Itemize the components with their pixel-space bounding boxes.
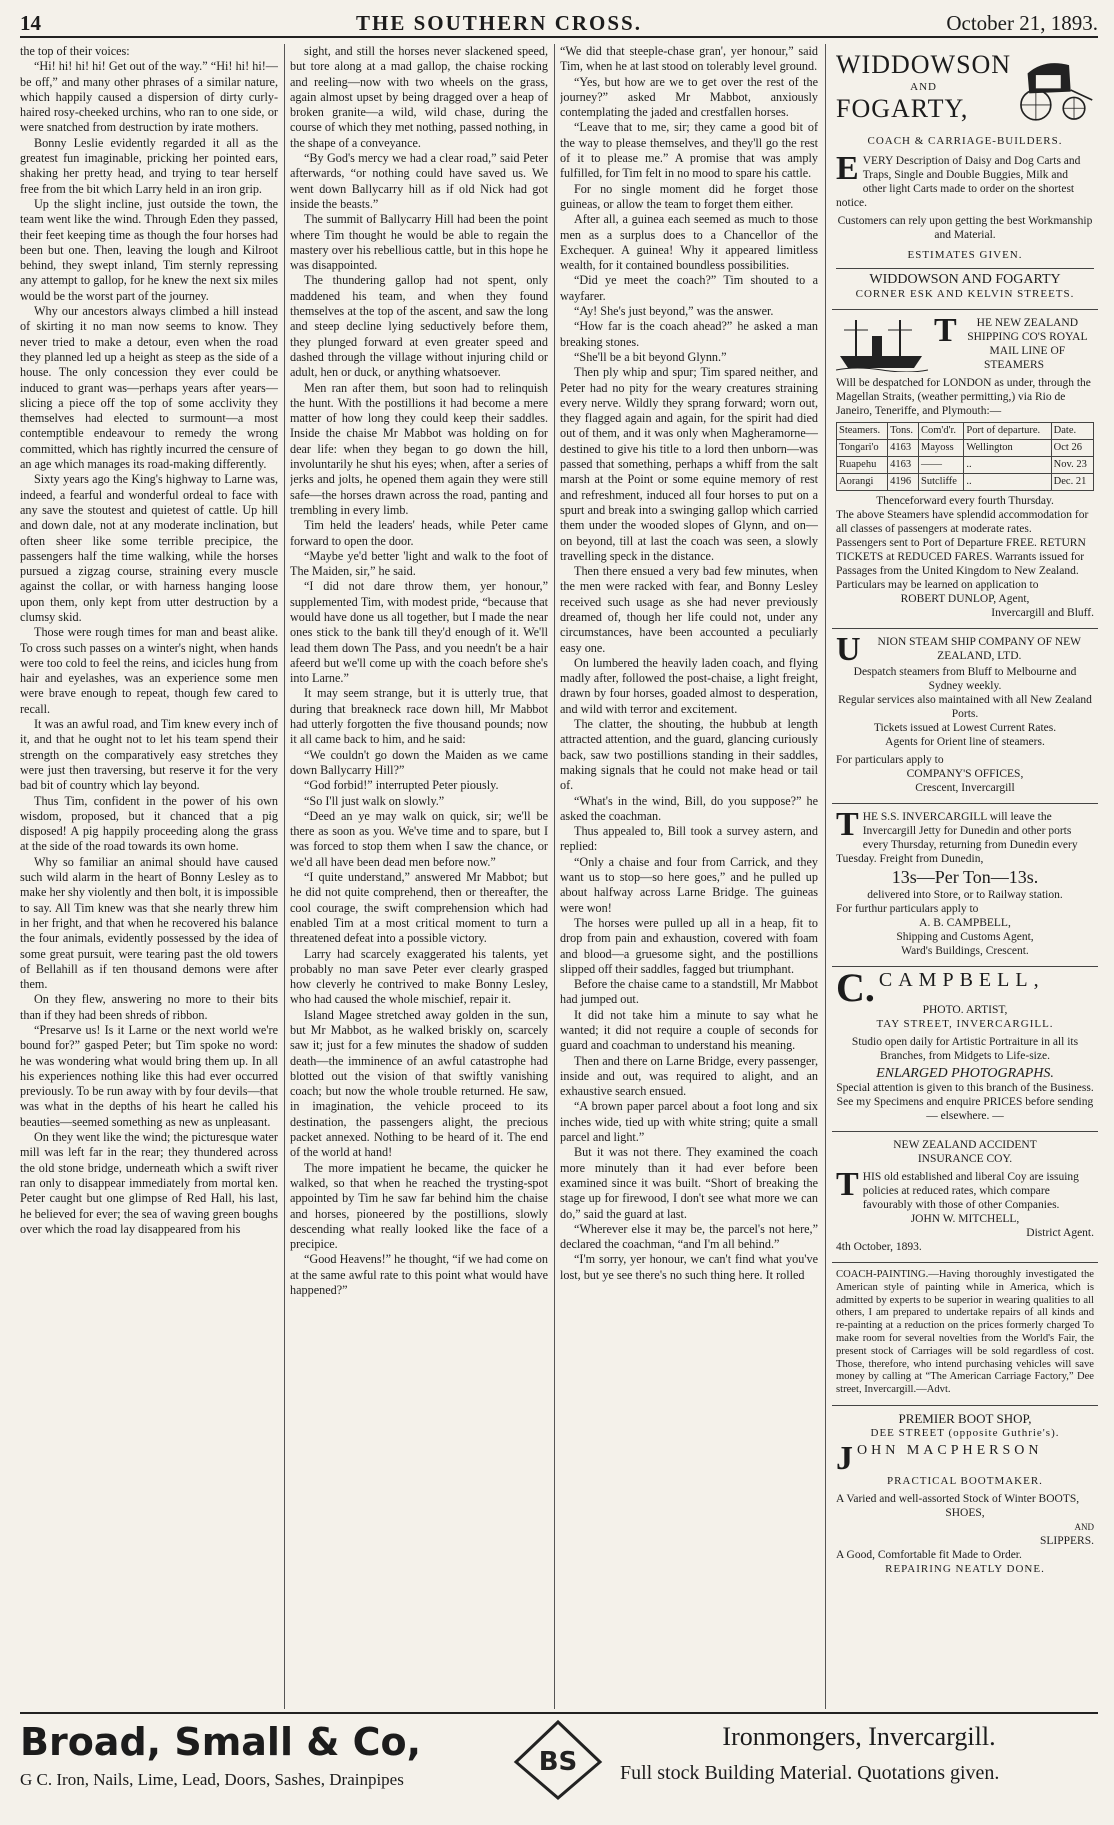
ad-text: Invercargill and Bluff.	[991, 607, 1094, 619]
column-rule	[284, 44, 285, 1709]
ad-text: Tickets issued at Lowest Current Rates.	[873, 722, 1057, 734]
table-header: Com'd'r.	[919, 423, 964, 440]
article-paragraph: “Good Heavens!” he thought, “if we had come on at the same awful rate to this point what would have happened?”	[290, 1252, 548, 1298]
article-paragraph: The horses were pulled up all in a heap, fit to drop from pain and exhaustion, covered with foam and blood—a gruesome sight, and the postillions slipped off their saddles, fagged but triumphant.	[560, 915, 818, 976]
article-paragraph: “Maybe ye'd better 'light and walk to the foot of The Maiden, sir,” he said.	[290, 548, 548, 579]
article-paragraph: Thus appealed to, Bill took a survey astern, and replied:	[560, 824, 818, 854]
ad-text: REPAIRING NEATLY DONE.	[885, 1562, 1045, 1575]
ad-text: The above Steamers have splendid accommodation for all classes of passengers at moderate rates.	[836, 509, 1089, 535]
article-paragraph: “How far is the coach ahead?” he asked a man breaking stones.	[560, 319, 818, 349]
ad-coach-painting: COACH-PAINTING.—Having thoroughly investigated the American style of painting while in America, which is admitted by experts to be superior in wearing qualities to all others, I am prepared to undertake repairs of all kinds and re-painting at a reduction on the prices formerly charged To make room for several novelties from the World's Fair, the present stock of Carriages will be sold regardless of cost. Those, therefore, who intend purchasing vehicles will save money by calling at “The American Carriage Factory,” Dee street, Invercargill.—Advt.	[832, 1263, 1098, 1406]
table-cell: ..	[964, 474, 1051, 491]
article-paragraph: “Hi! hi! hi! hi! Get out of the way.” “Hi! hi! hi!—be off,” and many other phrases of a similar nature, which happily caused a dispersion of dirty curly-haired rosy-cheeked urchins, who ran to one side, or were snatched from destruction by irate mothers.	[20, 59, 278, 135]
ad-title: OHN MACPHERSON	[857, 1442, 1043, 1458]
ad-widdowson-fogarty	[832, 44, 1098, 310]
article-paragraph: Then and there on Larne Bridge, every passenger, inside and out, was required to alight, and an exhaustive search ensued.	[560, 1053, 818, 1099]
article-paragraph: “Deed an ye may walk on quick, sir; we'll be there as soon as you. We've time and to spare, but I was forced to stop them when I saw the chance, or we'd all have been dead men before now.”	[290, 808, 548, 869]
ad-text: HE S.S. INVERCARGILL will leave the Invercargill Jetty for Dunedin and other ports every Thursday, returning from Dunedin every Tuesday. Freight from Dunedin,	[836, 811, 1078, 865]
column-3	[560, 44, 818, 1709]
sailing-table	[836, 422, 1094, 491]
ad-text: For furthur particulars apply to	[836, 903, 979, 915]
article-paragraph: Then ply whip and spur; Tim spared neither, and Peter had no pity for the weary creatures straining every nerve. Wildly they sprang forward; worn out, they flagged again and again, for the spirit had died out of them, and it was only when Magheramorne—destined to give his title to a lord then unborn—was passed that something, perhaps a whiff from the salt marsh at the Point or some equine memory of rest and refreshment, induced all four horses to put on a spurt and break into a swinging gallop which carried them under the wooded slopes of Glynn, and on—on beyond, till at last the coach was seen, a slowly travelling speck in the distance.	[560, 365, 818, 563]
drop-cap: E	[836, 150, 859, 187]
carriage-illustration-icon	[1011, 50, 1094, 130]
footer-subtitle: Full stock Building Material. Quotations given.	[620, 1762, 1000, 1784]
ad-text: Thenceforward every fourth Thursday.	[876, 495, 1054, 507]
ad-premier-boot-shop	[832, 1406, 1098, 1584]
table-cell: Nov. 23	[1051, 457, 1093, 474]
ad-title: PREMIER BOOT SHOP,	[898, 1410, 1032, 1426]
ad-text: District Agent.	[1026, 1227, 1094, 1239]
table-header: Date.	[1051, 423, 1093, 440]
column-2	[290, 44, 548, 1709]
ad-text: Regular services also maintained with all New Zealand Ports.	[838, 694, 1092, 720]
article-paragraph: “I'm sorry, yer honour, we can't find what you've lost, but ye see there's no such thing here. It rolled	[560, 1252, 818, 1282]
ad-text: PHOTO. ARTIST,	[922, 1004, 1008, 1016]
article-paragraph: “Only a chaise and four from Carrick, and they want us to stop—so here goes,” and he pulled up about halfway across Larne Bridge. The guineas were won!	[560, 854, 818, 915]
article-paragraph: “A brown paper parcel about a foot long and six inches wide, tied up with white string; quite a small parcel and light.”	[560, 1099, 818, 1145]
table-cell: Aorangi	[837, 474, 888, 491]
article-paragraph: The clatter, the shouting, the hubbub at length attracted attention, and the guard, glancing curiously back, saw two postillions standing in their saddles, making signals that he could not make head or tail of.	[560, 717, 818, 793]
freight-price: 13s—Per Ton—13s.	[891, 867, 1039, 887]
ad-address: TAY STREET, INVERCARGILL.	[876, 1018, 1054, 1030]
article-paragraph: “Wherever else it may be, the parcel's not here,” declared the coachman, “and I'm all behind.”	[560, 1221, 818, 1252]
steamship-icon	[836, 316, 928, 372]
company-logo-icon	[512, 1718, 604, 1800]
table-header: Tons.	[888, 423, 919, 440]
table-header: Port of departure.	[964, 423, 1051, 440]
column-1	[20, 44, 278, 1709]
drop-cap: T	[836, 806, 859, 843]
table-row	[837, 474, 1094, 491]
article-paragraph: The thundering gallop had not spent, only maddened his team, and when they found themselves at the top of the ascent, and saw the long and steep decline lying seductively before them, they plunged forward at even greater speed and dashed through the village without injuring child or adult, hen or duck, or anything whatsoever.	[290, 273, 548, 380]
column-rule	[554, 44, 555, 1709]
table-cell: Dec. 21	[1051, 474, 1093, 491]
ad-text: AND	[1074, 1521, 1094, 1532]
article-paragraph: It was an awful road, and Tim knew every inch of it, and that he ought not to let his team spend their strength on the comparatively easy stretches they were just then traversing, but reserve it for the very bad bit of country which lay beyond.	[20, 717, 278, 793]
ad-title: HE NEW ZEALAND SHIPPING CO'S ROYAL MAIL LINE OF STEAMERS	[967, 317, 1088, 371]
drop-cap: T	[934, 312, 957, 349]
drop-cap: T	[836, 1166, 859, 1203]
article-paragraph: “So I'll just walk on slowly.”	[304, 793, 445, 808]
ad-text: delivered into Store, or to Railway station.	[867, 889, 1063, 901]
article-paragraph: Why so familiar an animal should have caused such wild alarm in the heart of Bonny Lesley as to make her shy violently and then bolt, it is impossible to say. All Tim knew was that she nearly threw him in her fright, and that when he recovered his balance the four animals, evidently possessed by the idea of some great pursuit, were tearing past the old towers of Bellahill as if ten thousand demons were after them.	[20, 854, 278, 992]
article-paragraph: Island Magee stretched away golden in the sun, but Mr Mabbot, as he walked briskly on, scarcely saw it; just for a few minutes the shadow of sudden death—the imminence of an awful catastrophe had blotted out the vision of that swiftly vanishing coach; but now the whole trouble returned. He saw, in imagination, the vehicle proceed to its destination, the passengers alight, the precious packet annexed. Nothing to be heard of it. The end of the world at hand!	[290, 1007, 548, 1160]
ad-accident-insurance	[832, 1132, 1098, 1263]
ad-text: VERY Description of Daisy and Dog Carts and Traps, Single and Double Buggies, Milk and other light Carts made to order on the shortest notice.	[836, 155, 1081, 209]
article-paragraph: “By God's mercy we had a clear road,” said Peter afterwards, “or nothing could have saved us. We went down Ballycarry hill as if old Nick had got inside the beasts.”	[290, 151, 548, 211]
table-cell: Mayoss	[919, 440, 964, 457]
article-paragraph: “Ay! She's just beyond,” was the answer.	[574, 304, 774, 319]
article-paragraph: Sixty years ago the King's highway to Larne was, indeed, a fearful and wonderful ordeal to face with any save the stoutest and quietest of cattle. Up hill and down dale, not at any moderate inclination, but often sheer like some terrible precipice, the passengers half the time walking, while the horses pursued a zigzag course, straining every muscle against the collar, or with harness hanging loose upon them, only kept from utter destruction by a clumsy skid.	[20, 472, 278, 624]
article-paragraph: the top of their voices:	[20, 44, 130, 58]
advertisement-column	[832, 44, 1098, 1709]
ad-text: Customers can rely upon getting the best Workmanship and Material.	[837, 215, 1093, 241]
footer-title: Ironmongers, Invercargill.	[722, 1722, 996, 1751]
article-paragraph: “I quite understand,” answered Mr Mabbot; but he did not quite comprehend, then or thereafter, the cool courage, the swift comprehension which had enabled Tim at a most critical moment to turn a threatened defeat into a possible victory.	[290, 870, 548, 946]
ad-agent: A. B. CAMPBELL,	[919, 917, 1011, 929]
table-cell: Tongari'o	[837, 440, 888, 457]
article-paragraph: But it was not there. They examined the coach more minutely than it had ever before been examined since it was built. “Short of breaking the stage up for firewood, I don't see what more we can do,” said the guard at last.	[560, 1145, 818, 1221]
drop-cap: U	[836, 631, 861, 668]
issue-date: October 21, 1893.	[946, 11, 1098, 35]
article-paragraph: On lumbered the heavily laden coach, and flying madly after, followed the post-chaise, a light freight, drawn by four horses, goaded almost to desperation, and wild with terror and excitement.	[560, 655, 818, 716]
ad-title: INSURANCE COY.	[917, 1153, 1013, 1165]
ad-title: NEW ZEALAND ACCIDENT	[893, 1139, 1037, 1151]
article-paragraph: On they flew, answering no more to their bits than if they had been shreds of ribbon.	[20, 992, 278, 1022]
ad-trade: COACH & CARRIAGE-BUILDERS.	[867, 135, 1063, 147]
ad-text: SLIPPERS.	[1039, 1534, 1094, 1547]
table-row	[837, 457, 1094, 474]
ad-text: Shipping and Customs Agent,	[896, 931, 1034, 943]
ad-text: Special attention is given to this branch of the Business. See my Specimens and enquire PRICES before sending — elsewhere. —	[836, 1082, 1094, 1122]
article-paragraph: “Yes, but how are we to get over the rest of the journey?” asked Mr Mabbot, anxiously contemplating the jaded and crestfallen horses.	[560, 74, 818, 120]
page-number: 14	[20, 11, 41, 35]
article-paragraph: The more impatient he became, the quicker he walked, so that when he reached the trysting-spot appointed by Tim he saw far behind him the chaise and horses, pioneered by the postillions, slowly descending what really looked like the face of a precipice.	[290, 1160, 548, 1252]
article-paragraph: “Presarve us! Is it Larne or the next world we're bound for?” gasped Peter; but Tim spoke no word: he was wondering what would bring them up. In all his experiences nothing like this had ever occurred previously. To be run away with by four devils—that was what in the depths of his heart he called his beauties—seemed something as new as unpleasant.	[20, 1023, 278, 1129]
newspaper-title: THE SOUTHERN CROSS.	[356, 11, 642, 35]
article-paragraph: Up the slight incline, just outside the town, the team went like the wind. Through Eden they passed, their feet keeping time as though the four horses had been but one. Then, leaving the lough and Kilroot behind, they swept inland, Tim sternly repressing any attempt to gallop, for he knew the next six miles would be the worst part of the journey.	[20, 196, 278, 303]
article-paragraph: Bonny Leslie evidently regarded it all as the greatest fun imaginable, pricking her pointed ears, shaking her pretty head, and trying to tear herself free from the bit which Larry held in an iron grip.	[20, 135, 278, 196]
article-paragraph: “We did that steeple-chase gran', yer honour,” said Tim, when he at last stood on tolerably level ground.	[560, 44, 818, 74]
table-header: Steamers.	[837, 423, 888, 440]
article-paragraph: Tim held the leaders' heads, while Peter came forward to open the door.	[290, 518, 548, 548]
article-paragraph: The summit of Ballycarry Hill had been the point where Tim thought he would be able to regain the mastery over his rebellious cattle, but in this hope he was disappointed.	[290, 212, 548, 273]
table-cell: ..	[964, 457, 1051, 474]
article-paragraph: Those were rough times for man and beast alike. To cross such passes on a winter's night, when hands were too cold to feel the reins, and icicles hung from hair and eyelashes, was an experience some men were brave enough to repeat, though few cared to recall.	[20, 625, 278, 716]
article-paragraph: Before the chaise came to a standstill, Mr Mabbot had jumped out.	[560, 977, 818, 1007]
article-paragraph: On they went like the wind; the picturesque water mill was left far in the rear; they thundered across the old stone bridge, underneath which a swift river ran only to disappear immediately from mortal ken. Peter caught but one glimpse of Red Hall, his last, he believed for ever; the sea of waving green boughs over which the road lay disappeared from his	[20, 1130, 278, 1236]
ad-text: Despatch steamers from Bluff to Melbourne and Sydney weekly.	[853, 666, 1077, 692]
column-rule	[825, 44, 826, 1709]
ad-text: Studio open daily for Artistic Portraiture in all its Branches, from Midgets to Life-size.	[851, 1036, 1079, 1062]
table-cell: Wellington	[964, 440, 1051, 457]
ad-text: HIS old established and liberal Coy are issuing policies at reduced rates, which compare favourably with those of other Companies.	[862, 1171, 1079, 1211]
article-paragraph: Men ran after them, but soon had to relinquish the hunt. With the postillions it had become a mere matter of how long they could keep their saddles. Inside the chaise Mr Mabbot was holding on for dear life: when they began to go down the hill, involuntarily he shut his eyes; when, after a series of jerks and jolts, he opened them again they were still safe—the horses drawn across the road, panting and trembling in every limb.	[290, 380, 548, 517]
ad-text: Crescent, Invercargill	[915, 782, 1015, 794]
article-columns	[20, 44, 1098, 1709]
ad-subtitle: ENLARGED PHOTOGRAPHS.	[876, 1066, 1054, 1081]
ad-address: CORNER ESK AND KELVIN STREETS.	[855, 288, 1075, 300]
article-paragraph: “We couldn't go down the Maiden as we came down Ballycarry Hill?”	[290, 747, 548, 777]
article-paragraph: “She'll be a bit beyond Glynn.”	[574, 349, 727, 364]
article-paragraph: Thus Tim, confident in the power of his own wisdom, proposed, but it chanced that a pig disposed! A pig happily proceeding along the grass at the side of the road towards its own home.	[20, 793, 278, 854]
footer-brand: Broad, Small & Co,	[20, 1720, 422, 1764]
ad-agent: JOHN W. MITCHELL,	[910, 1213, 1020, 1225]
ad-text: A Varied and well-assorted Stock of Winter BOOTS,	[836, 1492, 1080, 1505]
ad-text: 4th October, 1893.	[836, 1241, 922, 1253]
ad-union-steam-ship	[832, 629, 1098, 804]
ad-title: WIDDOWSON	[836, 50, 1012, 79]
ad-text: Passengers sent to Port of Departure FREE. RETURN TICKETS at REDUCED FARES. Warrants issued for Passages from the United Kingdom to New Zealand. Particulars may be learned on application to	[836, 537, 1086, 591]
table-cell: 4163	[888, 457, 919, 474]
ad-text: COMPANY'S OFFICES,	[906, 768, 1024, 780]
ad-title: FOGARTY,	[836, 94, 969, 123]
ad-title: NION STEAM SHIP COMPANY OF NEW ZEALAND, LTD.	[877, 636, 1082, 662]
table-cell: ——	[919, 457, 964, 474]
article-paragraph: “What's in the wind, Bill, do you suppose?” he asked the coachman.	[560, 793, 818, 823]
drop-cap: C.	[836, 965, 875, 1010]
article-paragraph: Larry had scarcely exaggerated his talents, yet probably no man save Peter ever clearly grasped how cleverly he contrived to make Bonny Lesley, who had caused the whole mischief, repair it.	[290, 946, 548, 1007]
drop-cap: J	[836, 1439, 853, 1477]
ad-body	[836, 150, 1094, 210]
footer-products: G C. Iron, Nails, Lime, Lead, Doors, Sashes, Drainpipes	[20, 1770, 404, 1789]
table-cell: Sutcliffe	[919, 474, 964, 491]
article-paragraph: “Leave that to me, sir; they came a good bit of the way to please themselves, and they'll go the rest of it to please me.” A promise that was amply fulfilled, for Tim felt in no mood to spare his cattle.	[560, 120, 818, 181]
ad-text: PRACTICAL BOOTMAKER.	[887, 1474, 1043, 1487]
article-paragraph: After all, a guinea each seemed as much to those men as a surplus does to a Chancellor of the Exchequer. A guinea! Why it appeared limitless wealth, for it contained boundless possibilities.	[560, 212, 818, 273]
ad-text: For particulars apply to	[836, 754, 944, 766]
article-paragraph: It may seem strange, but it is utterly true, that during that breakneck race down hill, Mr Mabbot had utterly forgotten the five thousand pounds; now it all came back to him, and he said:	[290, 686, 548, 747]
ad-text: Agents for Orient line of steamers.	[885, 736, 1045, 748]
ad-firm: WIDDOWSON AND FOGARTY	[836, 268, 1094, 287]
logo-text: BS	[538, 1747, 578, 1777]
ad-ss-invercargill	[832, 804, 1098, 967]
article-paragraph: For no single moment did he forget those guineas, or allow the team to forget them either.	[560, 181, 818, 211]
article-paragraph: Then there ensued a very bad few minutes, when the men were racked with fear, and Bonny Lesley received such usage as she had never previously dreamed of, though her life could not, under any circumstances, have been accounted a peculiarly easy one.	[560, 564, 818, 655]
table-cell: 4196	[888, 474, 919, 491]
article-paragraph: “God forbid!” interrupted Peter piously.	[304, 778, 499, 793]
ad-agent: ROBERT DUNLOP, Agent,	[900, 593, 1030, 605]
article-paragraph: “I did not dare throw them, yer honour,” supplemented Tim, with modest pride, “because that would have done us all together, but I made the near ones stick to the bank till they'd enough of it. We'll lead them down The Pass, and you needn't be a hair afeerd but we'll come up with the coach before she's into Larne.”	[290, 579, 548, 686]
ad-title: CAMPBELL,	[878, 969, 1045, 991]
table-row	[837, 440, 1094, 457]
ad-text: ESTIMATES GIVEN.	[907, 249, 1023, 261]
table-cell: Oct 26	[1051, 440, 1093, 457]
ad-text: SHOES,	[945, 1506, 985, 1519]
ad-campbell-photo	[832, 967, 1098, 1132]
footer-advertisement	[20, 1712, 1098, 1819]
article-paragraph: “Did ye meet the coach?” Tim shouted to a wayfarer.	[560, 273, 818, 303]
ad-text: A Good, Comfortable fit Made to Order.	[836, 1548, 1022, 1561]
ad-address: DEE STREET (opposite Guthrie's).	[870, 1426, 1060, 1439]
masthead	[20, 6, 1098, 38]
ad-text: Will be despatched for LONDON as under, through the Magellan Straits, (weather permitting,) via Rio de Janeiro, Teneriffe, and Plymouth:—	[836, 377, 1091, 417]
article-paragraph: It did not take him a minute to say what he wanted; it did not require a couple of seconds for guard and coachman to understand his meaning.	[560, 1007, 818, 1053]
ad-text: AND	[910, 81, 937, 93]
ad-text: Ward's Buildings, Crescent.	[901, 945, 1029, 957]
table-cell: 4163	[888, 440, 919, 457]
article-paragraph: Why our ancestors always climbed a hill instead of skirting it no man now seems to know. They never tried to make a detour, even when the road they planned led up a height as steep as the side of a house. The only concession they ever could be induced to grant was—perhaps years after years—slicing a piece off the top of some acclivity they themselves had elected to surmount—a most contemptible endeavour to remedy the wrong committed, which has rightly incurred the censure of an age which manages its road-making differently.	[20, 304, 278, 472]
article-paragraph: sight, and still the horses never slackened speed, but tore along at a mad gallop, the chaise rocking and reeling—now with two wheels on the grass, again almost upset by being dragged over a heap of broken granite—a wild, wild chase, during the course of which they met nothing, passed nothing, in the shape of a conveyance.	[290, 44, 548, 150]
table-cell: Ruapehu	[837, 457, 888, 474]
ad-nz-shipping	[832, 310, 1098, 629]
